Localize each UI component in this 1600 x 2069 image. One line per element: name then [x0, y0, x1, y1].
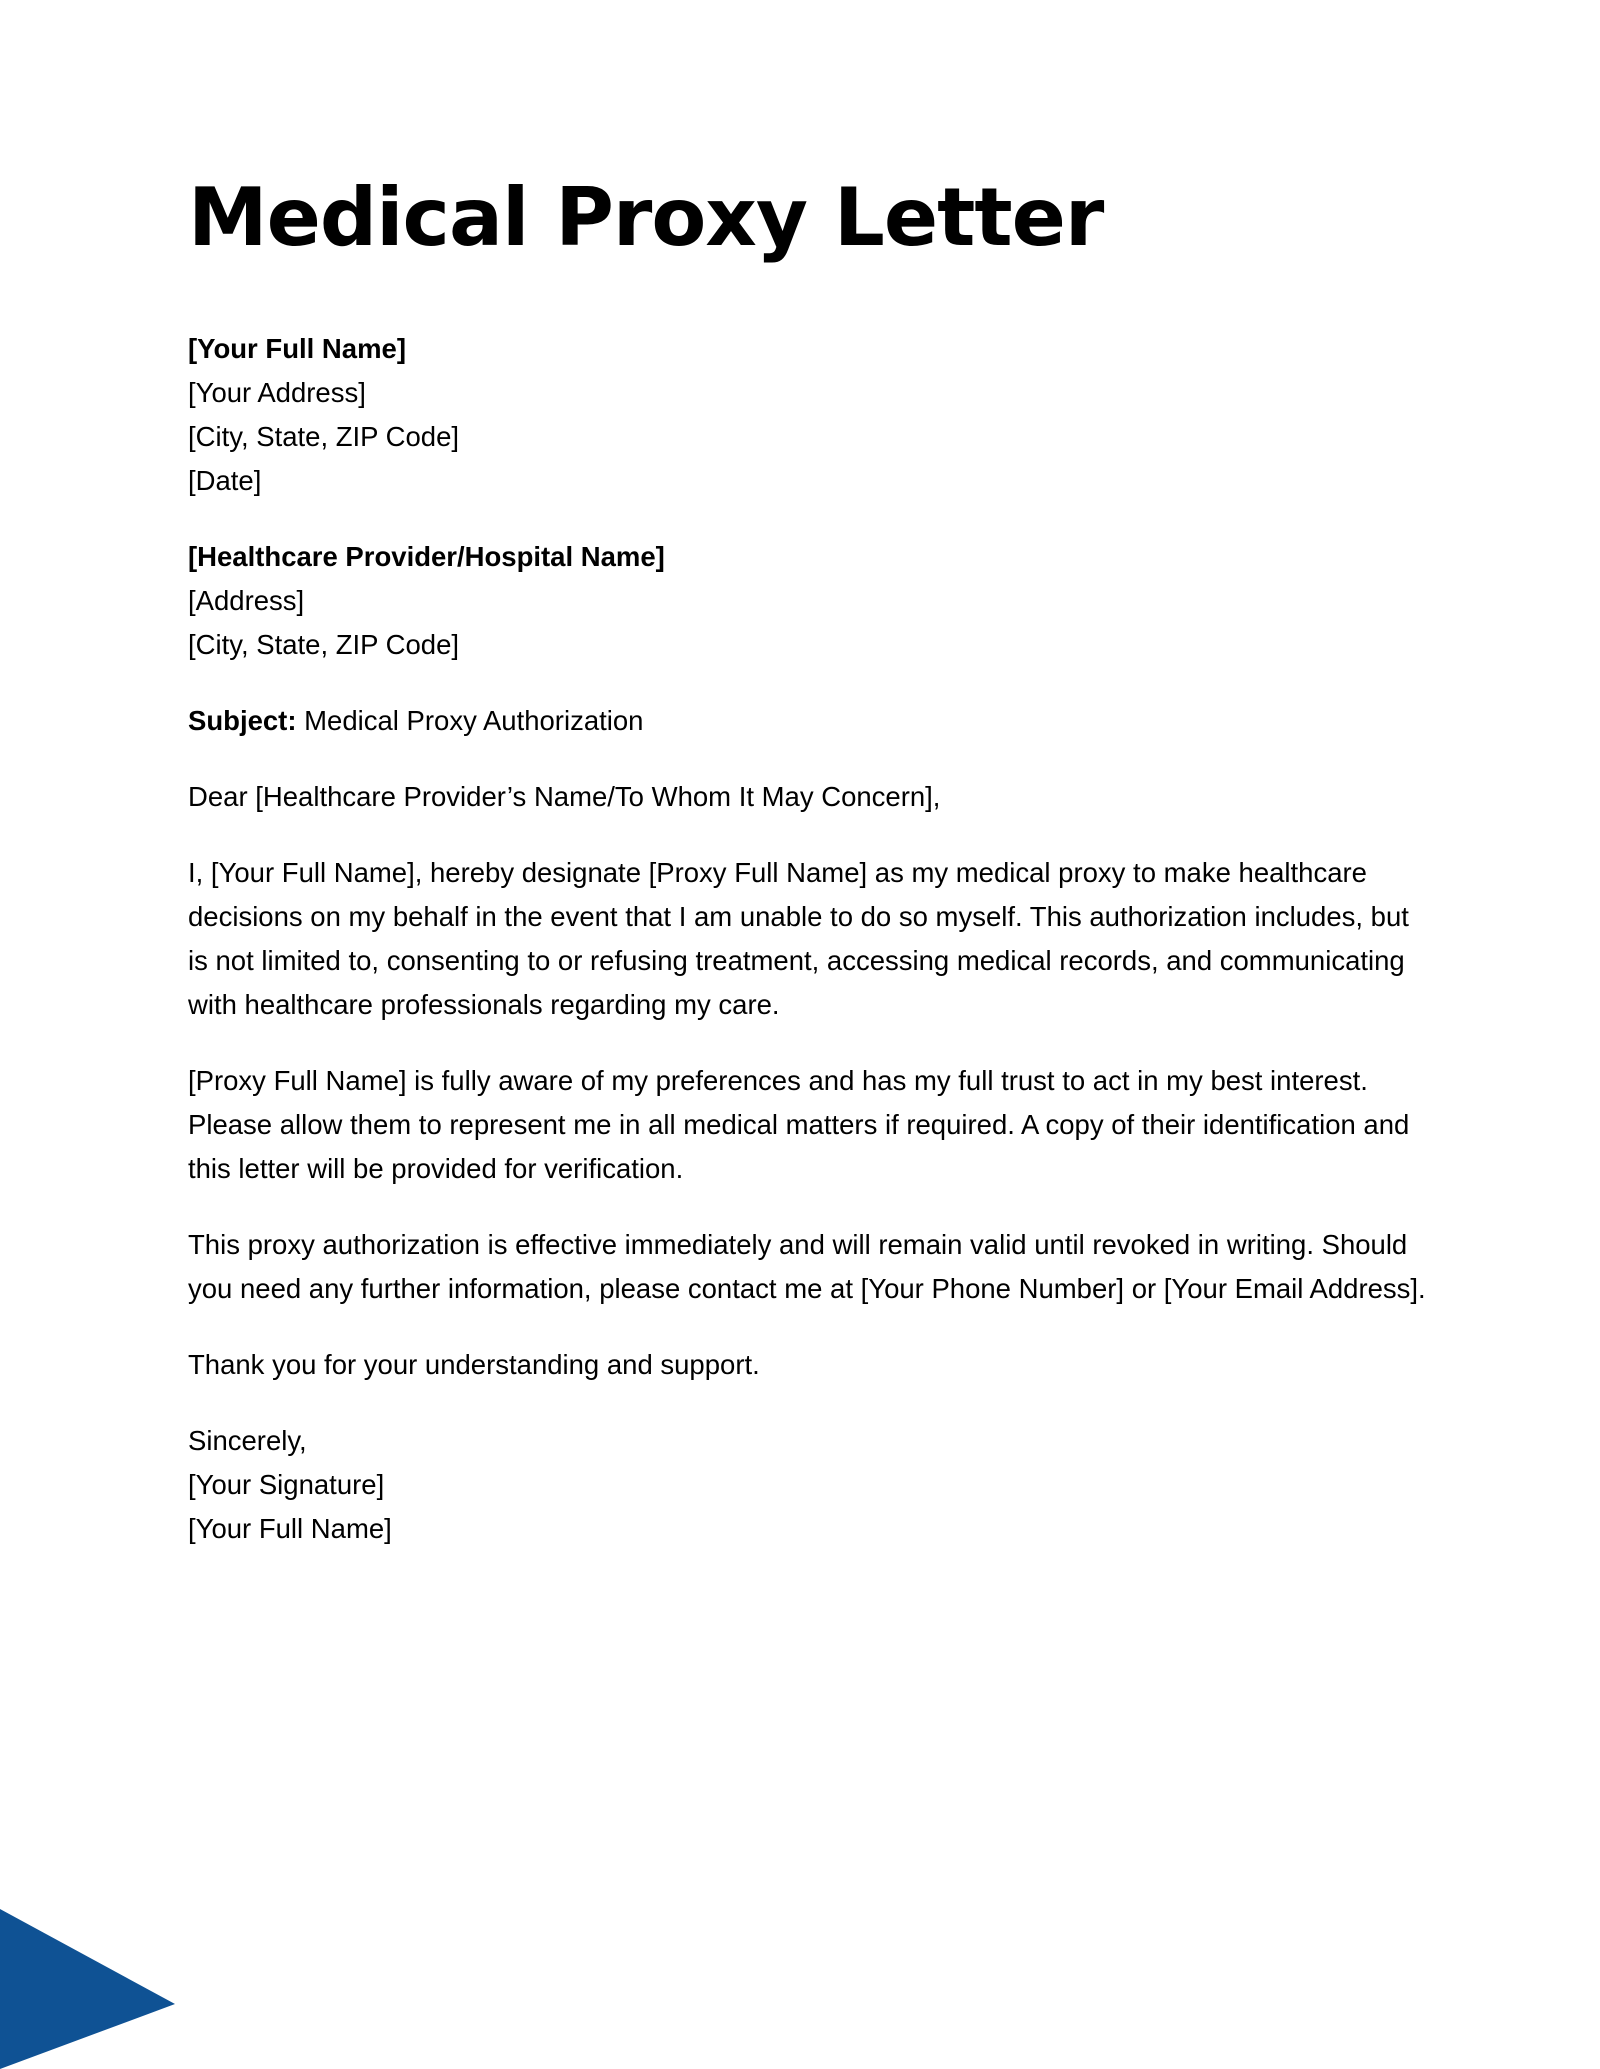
recipient-name: [Healthcare Provider/Hospital Name]	[188, 541, 665, 572]
paragraph-proxy-trust: [Proxy Full Name] is fully aware of my preferences and has my full trust to act in my best interest. Please allow them to represent me in all medical matters if required. A copy of their identification and this letter will be provided for verification.	[188, 1065, 1410, 1184]
sender-city-state-zip: [City, State, ZIP Code]	[188, 421, 460, 452]
recipient-city-state-zip: [City, State, ZIP Code]	[188, 629, 460, 660]
corner-triangle-decoration	[0, 1889, 180, 2069]
signature-placeholder: [Your Signature]	[188, 1469, 385, 1500]
sender-name: [Your Full Name]	[188, 333, 406, 364]
subject-label: Subject:	[188, 705, 297, 736]
paragraph-designation: I, [Your Full Name], hereby designate [Proxy Full Name] as my medical proxy to make healthcare decisions on my behalf in the event that I am unable to do so myself. This authorization includes, but is not limited to, consenting to or refusing treatment, accessing medical records, and communicating with healthcare professionals regarding my care.	[188, 857, 1409, 1020]
page-title: Medical Proxy Letter	[188, 171, 1104, 264]
closing-name: [Your Full Name]	[188, 1513, 392, 1544]
sender-block	[188, 327, 1428, 503]
subject-text: Medical Proxy Authorization	[304, 705, 644, 736]
subject-line	[188, 699, 1428, 743]
paragraph-thanks: Thank you for your understanding and support.	[188, 1349, 760, 1380]
letter-body	[188, 327, 1428, 1583]
corner-triangle-shape	[0, 1909, 175, 2069]
sign-off: Sincerely,	[188, 1425, 307, 1456]
paragraph-validity: This proxy authorization is effective immediately and will remain valid until revoked in writing. Should you need any further information, please contact me at [Your Phone Number] or [Your Email Address].	[188, 1229, 1426, 1304]
sender-address: [Your Address]	[188, 377, 366, 408]
salutation: Dear [Healthcare Provider’s Name/To Whom It May Concern],	[188, 781, 941, 812]
recipient-block	[188, 535, 1428, 667]
recipient-address: [Address]	[188, 585, 305, 616]
closing-block	[188, 1419, 1428, 1551]
letter-date: [Date]	[188, 465, 262, 496]
